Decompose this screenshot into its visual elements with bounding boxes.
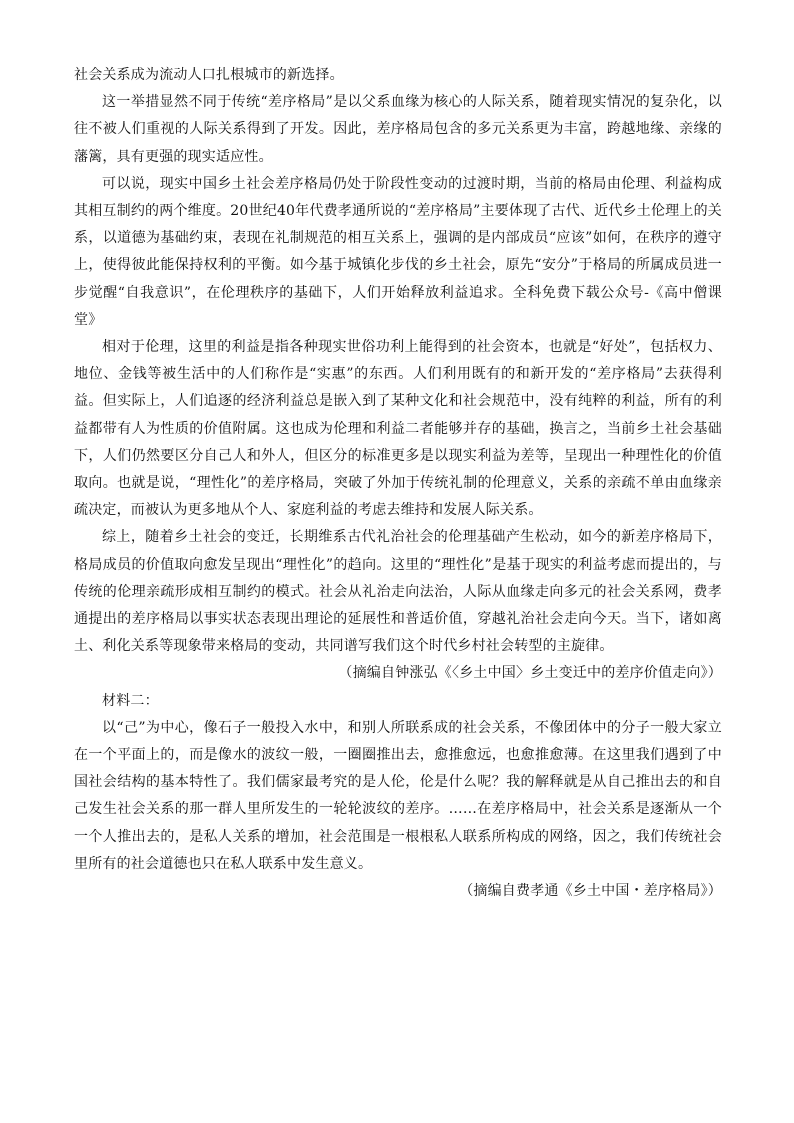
paragraph-conclusion: 综上，随着乡土社会的变迁，长期维系古代礼治社会的伦理基础产生松动，如今的新差序格局下，格局成员的价值取向愈发呈现出“理性化”的趋向。这里的“理性化”是基于现实的利益考虑而提出的，与传统的伦理亲疏形成相互制约的模式。社会从礼治走向法治，人际从血缘走向多元的社会关系网，费孝通提出的差序格局以事实状态表现出理论的延展性和普适价值，穿越礼治社会走向今天。当下，诸如离土、利化关系等现象带来格局的变动，共同谱写我们这个时代乡村社会转型的主旋律。: [74, 529, 722, 655]
document-page: [74, 62, 722, 905]
source-citation-1: （摘编自钟涨弘《〈乡土中国〉乡土变迁中的差序价值走向》）: [338, 665, 722, 682]
paragraph-continuation: 社会关系成为流动人口扎根城市的新选择。: [74, 67, 344, 83]
material-2-heading: 材料二：: [102, 692, 159, 709]
paragraph-diverse-relations: 这一举措显然不同于传统“差序格局”是以父系血缘为核心的人际关系，随着现实情况的复杂化，以往不被人们重视的人际关系得到了开发。因此，差序格局包含的多元关系更为丰富，跨越地缘、亲缘的藩篱，具有更强的现实适应性。: [74, 94, 722, 165]
material-2-body: 以“己”为中心，像石子一般投入水中，和别人所联系成的社会关系，不像团体中的分子一般大家立在一个平面上的，而是像水的波纹一般，一圈圈推出去，愈推愈远，也愈推愈薄。在这里我们遇到了中国社会结构的基本特性了。我们儒家最考究的是人伦，伦是什么呢？我的解释就是从自己推出去的和自己发生社会关系的那一群人里所发生的一轮轮波纹的差序。……在差序格局中，社会关系是逐渐从一个一个人推出去的，是私人关系的增加，社会范围是一根根私人联系所构成的网络，因之，我们传统社会里所有的社会道德也只在私人联系中发生意义。: [74, 719, 722, 872]
paragraph-interest: 相对于伦理，这里的利益是指各种现实世俗功利上能得到的社会资本，也就是“好处”，包括权力、地位、金钱等被生活中的人们称作是“实惠”的东西。人们利用既有的和新开发的“差序格局”去获得利益。但实际上，人们追逐的经济利益总是嵌入到了某种文化和社会规范中，没有纯粹的利益，所有的利益都带有人为性质的价值附属。这也成为伦理和利益二者能够并存的基础，换言之，当前乡土社会基础下，人们仍然要区分自己人和外人，但区分的标准更多是以现实利益为差等，呈现出一种理性化的价值取向。也就是说，“理性化”的差序格局，突破了外加于传统礼制的伦理意义，关系的亲疏不单由血缘亲疏决定，而被认为更多地从个人、家庭利益的考虑去维持和发展人际关系。: [74, 339, 722, 519]
paragraph-transition-period: 可以说，现实中国乡土社会差序格局仍处于阶段性变动的过渡时期，当前的格局由伦理、利益构成其相互制约的两个维度。20世纪40年代费孝通所说的“差序格局”主要体现了古代、近代乡土伦理上的关系，以道德为基础约束，表现在礼制规范的相互关系上，强调的是内部成员“应该”如何，在秩序的遵守上，使得彼此能保持权利的平衡。如今基于城镇化步伐的乡土社会，原先“安分”于格局的所属成员进一步觉醒“自我意识”，在伦理秩序的基础下，人们开始释放利益追求。全科免费下载公众号-《高中僧课堂》: [74, 175, 722, 328]
source-citation-2: （摘编自费孝通《乡土中国・差序格局》）: [459, 883, 722, 900]
